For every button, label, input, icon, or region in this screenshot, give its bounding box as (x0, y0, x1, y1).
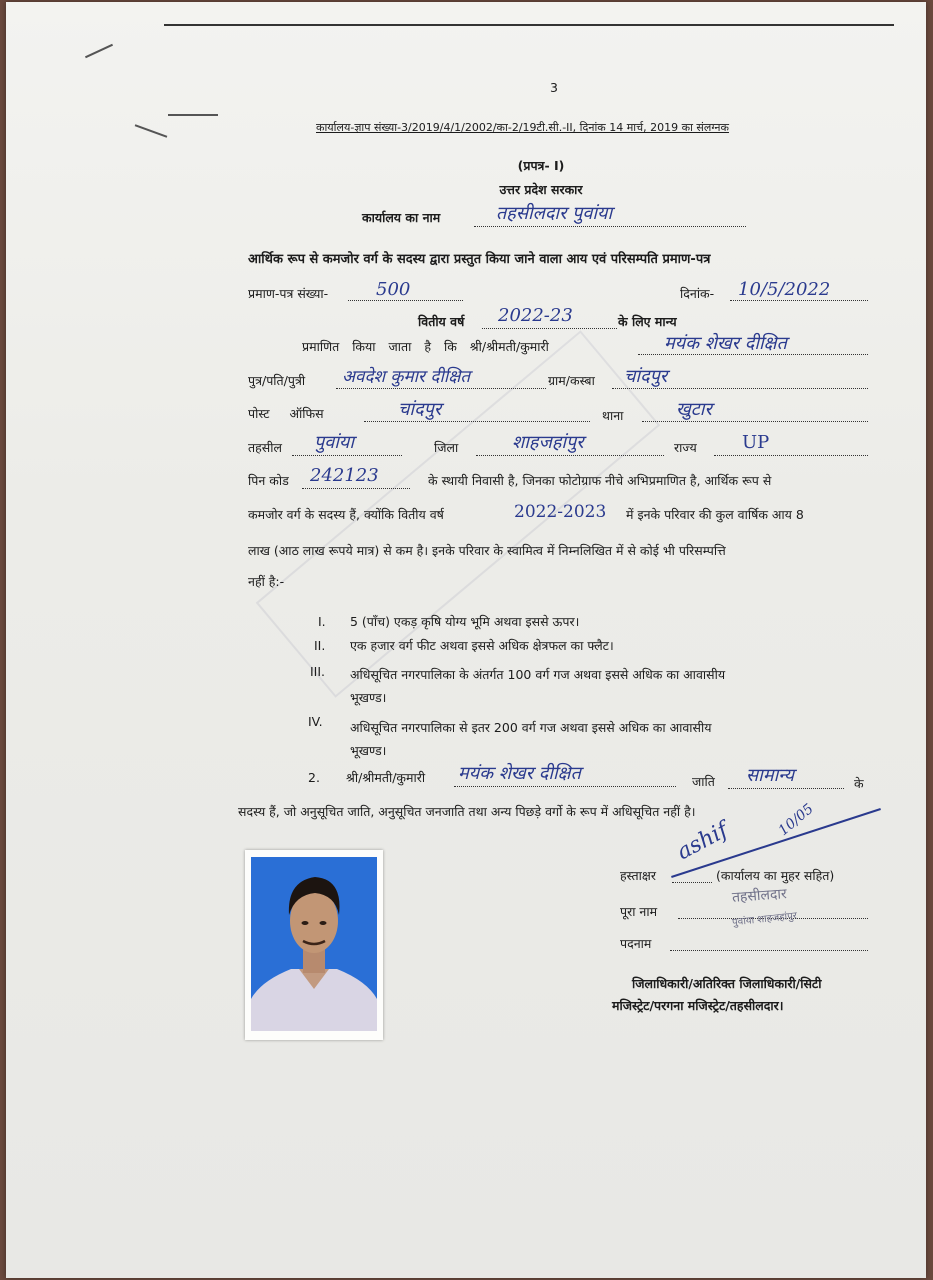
list-item-cont: भूखण्ड। (350, 743, 387, 758)
signature-date: 10/05 (775, 800, 817, 840)
district-label: जिला (434, 440, 459, 455)
officer-line1: जिलाधिकारी/अतिरिक्त जिलाधिकारी/सिटी (632, 976, 822, 991)
state-label: राज्य (674, 440, 697, 455)
para1-line3: लाख (आठ लाख रूपये मात्र) से कम है। इनके परिवार के स्वामित्व में निम्नलिखित में से कोई भी परिसम्पत्ति (248, 543, 726, 558)
district-value: शाहजहांपुर (512, 432, 584, 453)
p2-line2: सदस्य हैं, जो अनुसूचित जाति, अनुसूचित जनजाति तथा अन्य पिछड़े वर्गो के रूप में अधिसूचित नहीं है। (238, 804, 696, 819)
fullname-label: पूरा नाम (620, 904, 658, 919)
officer-line2: मजिस्ट्रेट/परगना मजिस्ट्रेट/तहसीलदार। (612, 998, 784, 1013)
list-item: अधिसूचित नगरपालिका के अंतर्गत 100 वर्ग गज अथवा इससे अधिक का आवासीय (350, 667, 726, 682)
list-num: II. (314, 638, 326, 653)
pen-mark (85, 44, 113, 58)
designation-label: पदनाम (620, 936, 652, 951)
post-label: पोस्ट ऑफिस (248, 406, 324, 421)
pin-label: पिन कोड (248, 473, 289, 488)
name-value: मयंक शेखर दीक्षित (664, 333, 787, 354)
date-label: दिनांक- (680, 286, 715, 301)
caste-value: सामान्य (746, 765, 795, 786)
list-num: III. (310, 664, 326, 679)
thana-label: थाना (602, 408, 624, 423)
fy-label: वितीय वर्ष (418, 314, 465, 329)
top-edge-line (164, 24, 894, 26)
post-value: चांदपुर (398, 399, 442, 420)
sign-suffix: (कार्यालय का मुहर सहित) (716, 868, 835, 883)
para1-line2: कमजोर वर्ग के सदस्य हैं, क्योंकि वितीय वर्ष (248, 507, 444, 522)
form-label: (प्रपत्र- I) (517, 158, 565, 173)
reference-line: कार्यालय-ज्ञाप संख्या-3/2019/4/1/2002/का-2/19टी.सी.-II, दिनांक 14 मार्च, 2019 का संलग्नक (316, 121, 729, 134)
photo-background (251, 857, 377, 1031)
tehsil-value: पुवांया (314, 432, 354, 453)
date-value: 10/5/2022 (738, 279, 831, 300)
certificate-no-value: 500 (376, 279, 411, 300)
para1-line2-end: में इनके परिवार की कुल वार्षिक आय 8 (626, 507, 804, 522)
page-number: 3 (550, 80, 558, 95)
list-num: I. (318, 614, 326, 629)
caste-suffix: के (854, 776, 864, 791)
office-value: तहसीलदार पुवांया (496, 203, 613, 224)
signature: ashif (673, 817, 733, 866)
certificate-title: आर्थिक रूप से कमजोर वर्ग के सदस्य द्वारा प्रस्तुत किया जाने वाला आय एवं परिसम्पति प्रमाण-पत्र (248, 252, 711, 267)
stamp-title: तहसीलदार (731, 886, 788, 906)
pen-mark (168, 114, 218, 116)
p2-num: 2. (308, 770, 320, 785)
relation-label: पुत्र/पति/पुत्री (248, 373, 306, 388)
government-heading: उत्तर प्रदेश सरकार (499, 182, 583, 197)
list-item-cont: भूखण्ड। (350, 690, 387, 705)
para1-line1: के स्थायी निवासी है, जिनका फोटोग्राफ नीचे अभिप्रमाणित है, आर्थिक रूप से (428, 473, 772, 488)
list-item: अधिसूचित नगरपालिका से इतर 200 वर्ग गज अथवा इससे अधिक का आवासीय (350, 720, 712, 735)
certificate-page (6, 2, 926, 1278)
p2-name: मयंक शेखर दीक्षित (458, 763, 581, 784)
pen-mark (135, 124, 168, 138)
list-item: एक हजार वर्ग फीट अथवा इससे अधिक क्षेत्रफल का फ्लैट। (350, 638, 614, 653)
tehsil-label: तहसील (248, 440, 282, 455)
father-value: अवदेश कुमार दीक्षित (342, 367, 471, 387)
fy-value: 2022-23 (498, 305, 573, 326)
list-num: IV. (308, 714, 323, 729)
office-label: कार्यालय का नाम (362, 210, 441, 225)
fy-suffix: के लिए मान्य (618, 314, 677, 329)
para1-fy: 2022-2023 (514, 502, 607, 522)
village-label: ग्राम/कस्बा (548, 373, 595, 388)
photograph (245, 850, 383, 1040)
p2-label: श्री/श्रीमती/कुमारी (346, 770, 426, 785)
certify-text: प्रमाणित किया जाता है कि श्री/श्रीमती/कुमारी (302, 339, 549, 354)
village-value: चांदपुर (624, 366, 668, 387)
person-portrait (251, 857, 377, 1031)
list-item: 5 (पाँच) एकड़ कृषि योग्य भूमि अथवा इससे ऊपर। (350, 614, 580, 629)
stamp-place: पुवांया शाहजहांपुर (731, 910, 798, 929)
certificate-no-label: प्रमाण-पत्र संख्या- (248, 286, 329, 301)
para1-line4: नहीं है:- (248, 574, 285, 589)
pin-value: 242123 (310, 465, 379, 486)
thana-value: खुटार (676, 399, 712, 420)
state-value: UP (742, 432, 770, 453)
caste-label: जाति (692, 774, 715, 789)
sign-label: हस्ताक्षर (620, 868, 656, 883)
